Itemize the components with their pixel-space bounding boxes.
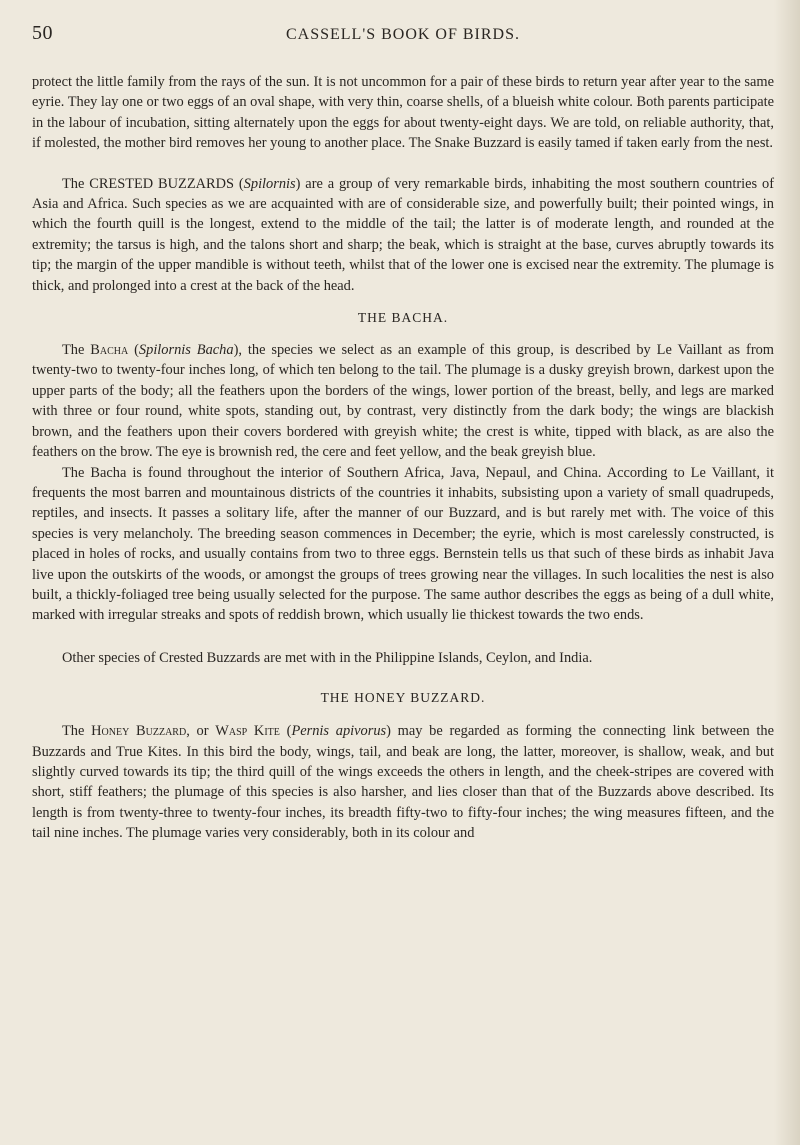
- paragraph-bacha-habitat: The Bacha is found throughout the interior of Southern Africa, Java, Nepaul, and China. According to Le Vaillant, it frequents the most barren and mountainous districts of the countries it inhabits, subsisting upon a variety of small quadrupeds, reptiles, and insects. It passes a solitary life, after the manner of our Buzzard, and is but rarely met with. The voice of this species is very melancholy. The breeding season commences in December; the eyrie, which is most carelessly constructed, is placed in holes of rocks, and usually contains from two to three eggs. Bernstein tells us that such of these birds as inhabit Java live upon the outskirts of the woods, or amongst the groups of trees growing near the villages. In such localities the nest is also built, a thickly-foliaged tree being usually selected for the purpose. The same author describes the eggs as being of a dull white, marked with irregular streaks and spots of reddish brown, which usually lie thickest towards the two ends.: [32, 464, 774, 624]
- honey-paren: (: [279, 723, 292, 740]
- bacha-name: Bacha: [90, 342, 129, 359]
- wasp-kite-name: Wasp Kite: [215, 723, 280, 740]
- paragraph-snake-buzzard-end: protect the little family from the rays of the sun. It is not uncommon for a pair of these birds to return year after year to the same eyrie. They lay one or two eggs of an oval shape, with very thin, coarse shells, of a blueish white colour. Both parents participate in the labour of incubation, sitting alternately upon the eggs for about twenty-eight days. We are told, on reliable authority, that, if molested, the mother bird removes her young to another place. The Snake Buzzard is easily tamed if taken early from the nest.: [32, 74, 774, 152]
- honey-species-name: Pernis apivorus: [291, 723, 387, 740]
- paragraph-honey-buzzard: [32, 721, 774, 843]
- bacha-lead: The: [62, 342, 91, 359]
- honey-body: ) may be regarded as forming the connecting link between the Buzzards and True Kites. In this bird the body, wings, tail, and beak are long, the latter, moreover, is shallow, weak, and but slightly curved towards its tip; the third quill of the wings exceeds the others in length, and the cheek-stripes are covered with short, stiff feathers; the plumage of this species is also harsher, and lies closer than that of the Buzzards above described. Its length is from twenty-three to twenty-four inches, its breadth fifty-two to fifty-four inches; the wing measures fifteen, and the tail nine inches. The plumage varies very considerably, both in its colour and: [32, 723, 775, 842]
- honey-name: Honey Buzzard: [91, 723, 187, 740]
- book-page: [32, 18, 774, 844]
- page-fold-shadow: [774, 0, 800, 1145]
- running-head: CASSELL'S BOOK OF BIRDS.: [285, 26, 521, 43]
- page-number: 50: [32, 22, 53, 44]
- crested-body: ) are a group of very remarkable birds, inhabiting the most southern countries of Asia and Africa. Such species as we are acquainted with are of considerable size, and powerfully built; their pointed wings, in which the fourth quill is the longest, extend to the middle of the tail; the latter is of moderate length, and rounded at the extremity; the tarsus is high, and the talons short and sharp; the beak, which is straight at the base, curves abruptly towards its tip; the margin of the upper mandible is without teeth, whilst that of the lower one is excised near the extremity. The plumage is thick, and prolonged into a crest at the back of the head.: [32, 175, 774, 294]
- page-header: [32, 18, 774, 58]
- genus-name: Spilornis: [243, 175, 296, 192]
- bacha-species-name: Spilornis Bacha: [138, 342, 234, 359]
- paragraph-crested-buzzards: [32, 174, 774, 296]
- bacha-body: ), the species we select as an example of this group, is described by Le Vaillant as from twenty-two to twenty-four inches long, of which ten belong to the tail. The plumage is a dusky greyish brown, darkest upon the upper parts of the body; all the feathers upon the borders of the wings, lower portion of the breast, belly, and legs are marked with three or four round, white spots, standing out, by contrast, very distinctly from the dark body; the wings are blackish brown, and the feathers upon their covers bordered with greyish white; the crest is white, tipped with black, as are also the feathers on the brow. The eye is brownish red, the cere and feet yellow, and the beak greyish blue.: [32, 342, 774, 461]
- section-heading-honey-buzzard: THE HONEY BUZZARD.: [320, 690, 486, 706]
- honey-mid: , or: [186, 723, 216, 740]
- bacha-paren: (: [128, 342, 139, 359]
- section-heading-bacha: THE BACHA.: [357, 310, 449, 326]
- honey-lead: The: [62, 723, 92, 740]
- crested-lead: The CRESTED BUZZARDS (: [62, 175, 244, 192]
- paragraph-other-species: Other species of Crested Buzzards are met with in the Philippine Islands, Ceylon, and India.: [62, 649, 593, 666]
- paragraph-bacha-description: [32, 340, 774, 462]
